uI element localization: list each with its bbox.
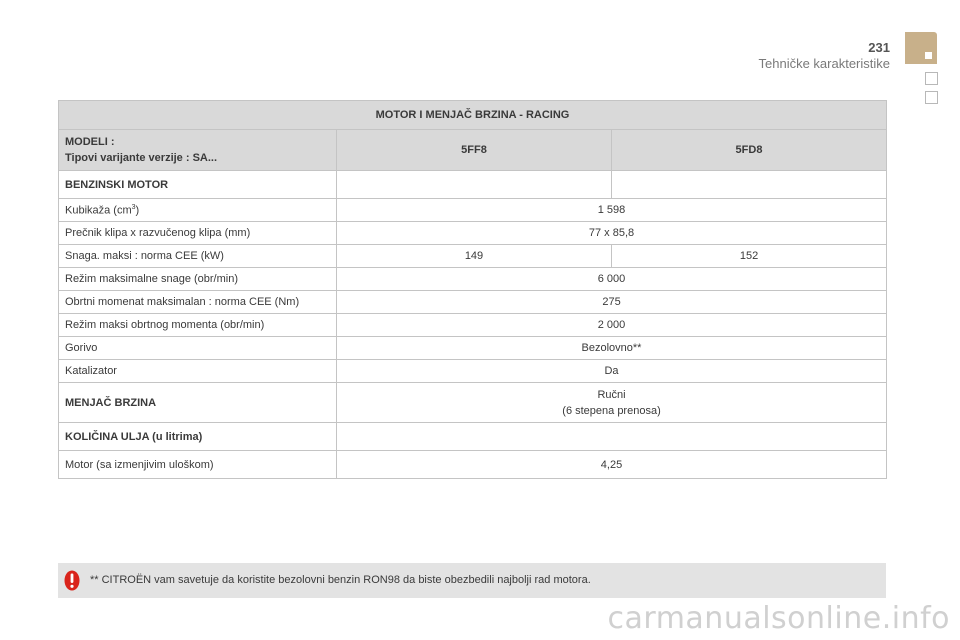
displacement-label [59,199,337,222]
page-number: 231 [868,40,890,55]
section-tab-2[interactable] [925,72,938,85]
table-title: MOTOR I MENJAČ BRZINA - RACING [59,101,887,130]
table-title-row [59,101,887,130]
engine-spec-table [58,100,887,479]
power-rpm-label: Režim maksimalne snage (obr/min) [59,268,337,291]
power-value-a: 149 [337,245,612,268]
models-label [59,130,337,171]
gearbox-value [337,383,887,423]
table-row [59,291,887,314]
gearbox-value-line1: Ručni [597,388,626,401]
table-row [59,199,887,222]
gearbox-heading: MENJAČ BRZINA [59,383,337,423]
bore-stroke-value: 77 x 85,8 [337,222,887,245]
fuel-label: Gorivo [59,337,337,360]
gearbox-value-line2: (6 stepena prenosa) [562,404,661,417]
table-row-gearbox [59,383,887,423]
torque-label: Obrtni momenat maksimalan : norma CEE (Nm) [59,291,337,314]
displacement-label-suffix: ) [135,204,140,217]
table-row-models [59,130,887,171]
tab-marker-icon [925,52,932,59]
table-row [59,314,887,337]
oil-heading: KOLIČINA ULJA (u litrima) [59,423,337,451]
table-row [59,360,887,383]
footnote-text: ** CITROËN vam savetuje da koristite bezolovni benzin RON98 da biste obezbedili najbolji rad motora. [90,574,591,586]
power-label: Snaga. maksi : norma CEE (kW) [59,245,337,268]
models-label-line1: MODELI : [65,136,115,148]
warning-icon [64,570,80,591]
catalyst-label: Katalizator [59,360,337,383]
bore-stroke-label: Prečnik klipa x razvučenog klipa (mm) [59,222,337,245]
table-row [59,451,887,479]
table-row-oil-heading [59,423,887,451]
footnote-box [58,563,886,598]
power-value-b: 152 [612,245,887,268]
empty-cell [337,171,612,199]
empty-cell [337,423,887,451]
table-row [59,268,887,291]
oil-engine-value: 4,25 [337,451,887,479]
watermark-text: carmanualsonline.info [607,601,950,636]
table-row [59,245,887,268]
table-row [59,222,887,245]
section-title: Tehničke karakteristike [758,56,890,71]
torque-value: 275 [337,291,887,314]
displacement-value: 1 598 [337,199,887,222]
table-row-engine-heading [59,171,887,199]
engine-heading: BENZINSKI MOTOR [59,171,337,199]
fuel-value: Bezolovno** [337,337,887,360]
torque-rpm-label: Režim maksi obrtnog momenta (obr/min) [59,314,337,337]
oil-engine-label: Motor (sa izmenjivim uloškom) [59,451,337,479]
table-row [59,337,887,360]
catalyst-value: Da [337,360,887,383]
models-label-line2: Tipovi varijante verzije : SA... [65,152,218,164]
torque-rpm-value: 2 000 [337,314,887,337]
section-tab-3[interactable] [925,91,938,104]
model-b: 5FD8 [612,130,887,171]
power-rpm-value: 6 000 [337,268,887,291]
empty-cell [612,171,887,199]
section-tab[interactable] [905,32,937,64]
displacement-label-prefix: Kubikaža (cm [65,204,132,217]
model-a: 5FF8 [337,130,612,171]
displacement-label-sup: 3 [131,203,136,211]
